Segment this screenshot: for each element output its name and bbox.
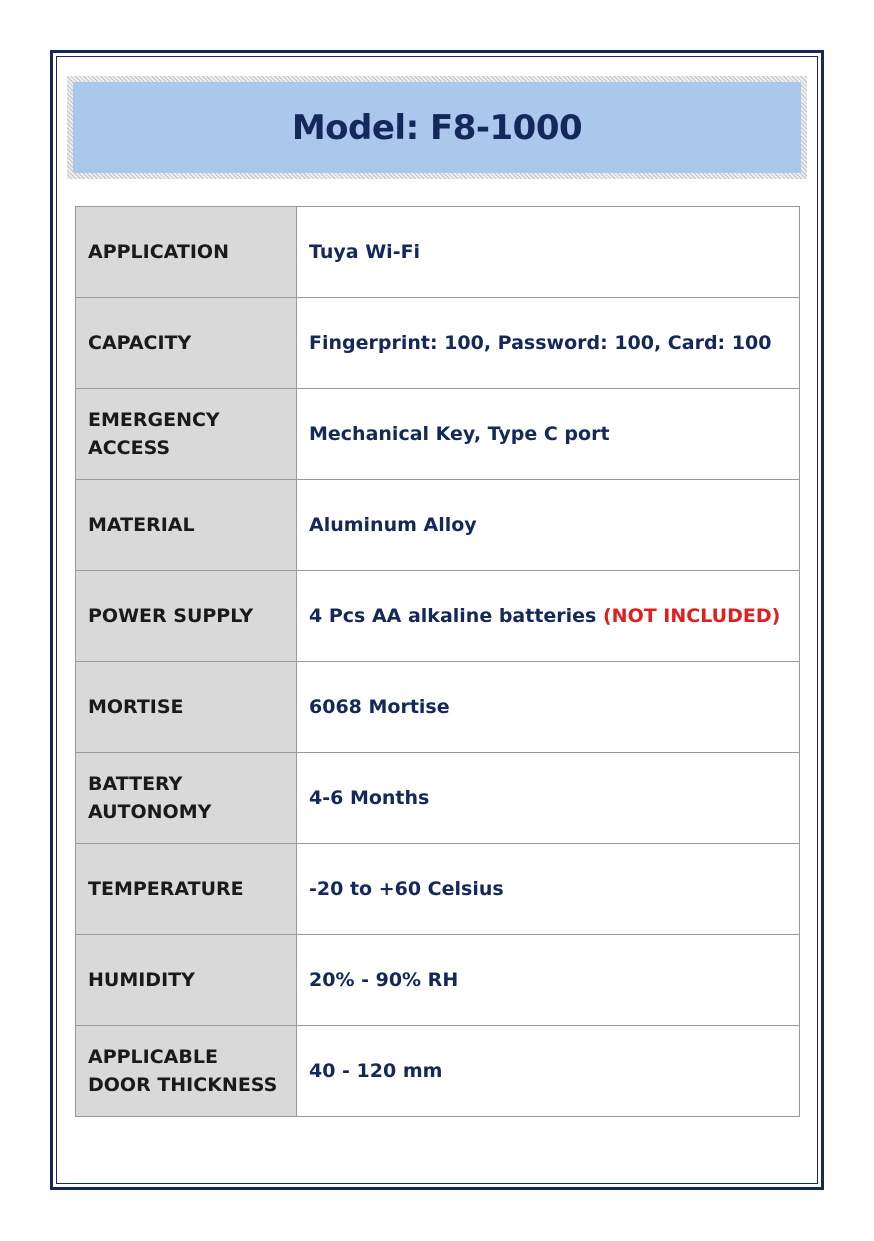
spec-value: 40 - 120 mm — [297, 1026, 800, 1117]
title-banner — [67, 76, 807, 179]
spec-value: 20% - 90% RH — [297, 935, 800, 1026]
spec-row-door-thickness — [76, 1026, 800, 1117]
spec-row-power-supply — [76, 571, 800, 662]
not-included-note: (NOT INCLUDED) — [603, 605, 781, 627]
spec-table — [75, 206, 800, 1117]
spec-value: Fingerprint: 100, Password: 100, Card: 100 — [297, 298, 800, 389]
title-banner-fill — [73, 82, 801, 173]
spec-label — [76, 389, 297, 480]
spec-label-line: ACCESS — [88, 437, 171, 459]
spec-value: 4-6 Months — [297, 753, 800, 844]
spec-label: MATERIAL — [76, 480, 297, 571]
spec-row-battery-autonomy — [76, 753, 800, 844]
spec-label-line: APPLICABLE — [88, 1046, 218, 1068]
spec-label: MORTISE — [76, 662, 297, 753]
spec-row-humidity — [76, 935, 800, 1026]
spec-label — [76, 1026, 297, 1117]
spec-value: Mechanical Key, Type C port — [297, 389, 800, 480]
spec-label — [76, 753, 297, 844]
spec-label-line: DOOR THICKNESS — [88, 1074, 278, 1096]
spec-value: 6068 Mortise — [297, 662, 800, 753]
spec-value: -20 to +60 Celsius — [297, 844, 800, 935]
spec-label: TEMPERATURE — [76, 844, 297, 935]
spec-row-emergency-access — [76, 389, 800, 480]
spec-label: APPLICATION — [76, 207, 297, 298]
spec-row-mortise — [76, 662, 800, 753]
spec-row-application — [76, 207, 800, 298]
spec-row-temperature — [76, 844, 800, 935]
spec-label-line: BATTERY — [88, 773, 183, 795]
spec-value: Aluminum Alloy — [297, 480, 800, 571]
spec-label-line: AUTONOMY — [88, 801, 212, 823]
spec-row-capacity — [76, 298, 800, 389]
spec-label: POWER SUPPLY — [76, 571, 297, 662]
spec-value: Tuya Wi-Fi — [297, 207, 800, 298]
spec-label: HUMIDITY — [76, 935, 297, 1026]
spec-label: CAPACITY — [76, 298, 297, 389]
page-title: Model: F8-1000 — [291, 107, 583, 148]
spec-row-material — [76, 480, 800, 571]
spec-value — [297, 571, 800, 662]
spec-value-text: 4 Pcs AA alkaline batteries — [309, 605, 597, 627]
spec-label-line: EMERGENCY — [88, 409, 220, 431]
